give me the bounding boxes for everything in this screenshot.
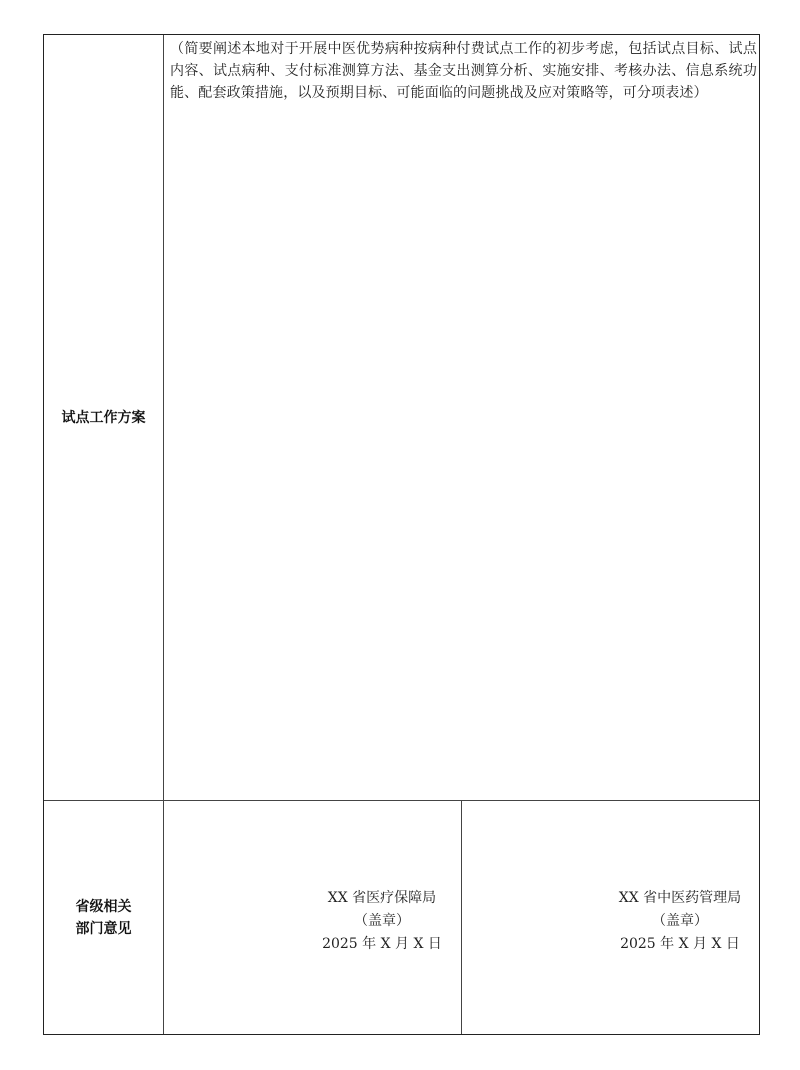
healthcare-security-bureau-signature [307,887,457,956]
provincial-opinion-label-text: 省级相关 部门意见 [75,898,132,937]
tcm-administration-bureau-cell [462,801,759,1034]
provincial-opinion-row [44,801,759,1034]
application-form-table [43,34,760,1035]
signatory-seal-note: （盖章） [354,913,410,929]
healthcare-security-bureau-cell [164,801,462,1034]
tcm-administration-bureau-signature [605,887,755,956]
pilot-plan-content-field[interactable] [164,35,759,800]
pilot-plan-instruction-text: （简要阐述本地对于开展中医优势病种按病种付费试点工作的初步考虑，包括试点目标、试点内容、试点病种、支付标准测算方法、基金支出测算分析、实施安排、考核办法、信息系统功能、配套政策措施，以及预期目标、可能面临的问题挑战及应对策略等，可分项表述） [170,41,757,101]
signatory-date: 2025 年 X 月 X 日 [322,936,442,952]
pilot-plan-label [44,35,164,800]
signatory-org-name: XX 省医疗保障局 [327,890,437,906]
signatory-date: 2025 年 X 月 X 日 [620,936,740,952]
pilot-plan-label-text: 试点工作方案 [61,409,146,426]
pilot-plan-row [44,35,759,801]
signatory-seal-note: （盖章） [652,913,708,929]
provincial-opinion-label [44,801,164,1034]
signatory-org-name: XX 省中医药管理局 [618,890,742,906]
